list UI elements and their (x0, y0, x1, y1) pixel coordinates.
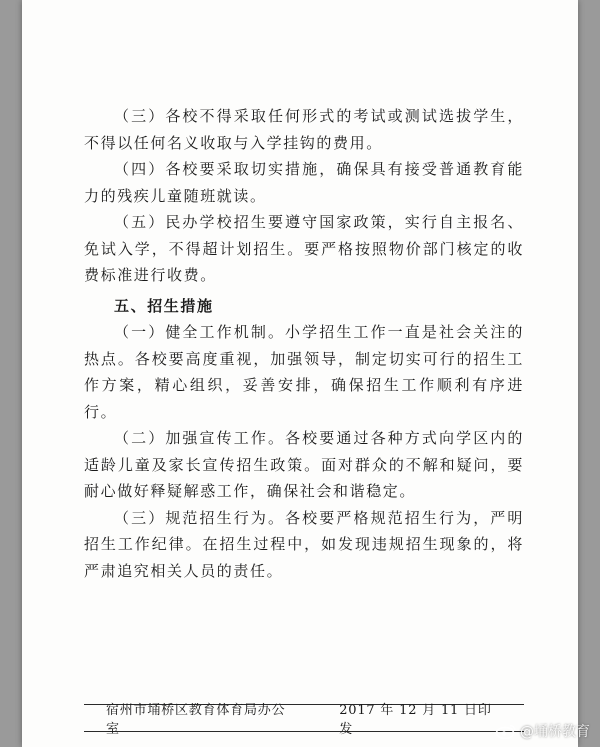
document-body (84, 103, 524, 584)
section-heading: 五、招生措施 (114, 296, 214, 315)
document-page (22, 0, 578, 747)
paragraph-measure-1: （一）健全工作机制。小学招生工作一直是社会关注的热点。各校要高度重视，加强领导，制定切实可行的招生工作方案，精心组织，妥善安排，确保招生工作顺利有序进行。 (84, 323, 524, 421)
document-footer (84, 703, 524, 737)
paragraph-measure-3: （三）规范招生行为。各校要严格规范招生行为，严明招生工作纪律。在招生过程中，如发现违规招生现象的，将严肃追究相关人员的责任。 (84, 508, 524, 580)
paragraph-policy-4: （四）各校要采取切实措施，确保具有接受普通教育能力的残疾儿童随班就读。 (84, 160, 524, 205)
watermark (495, 721, 590, 741)
paragraph-measure-2: （二）加强宣传工作。各校要通过各种方式向学区内的适龄儿童及家长宣传招生政策。面对群众的不解和疑问，要耐心做好释疑解惑工作，确保社会和谐稳定。 (84, 429, 524, 500)
paragraph-policy-5: （五）民办学校招生要遵守国家政策，实行自主报名、免试入学，不得超计划招生。要严格按照物价部门核定的收费标准进行收费。 (84, 213, 524, 284)
paragraph-policy-3: （三）各校不得采取任何形式的考试或测试选拔学生，不得以任何名义收取与入学挂钩的费用。 (84, 107, 524, 152)
watermark-text: @埇桥教育 (520, 724, 590, 740)
footer-issuer: 宿州市埇桥区教育体育局办公室 (106, 703, 286, 737)
footer-date: 2017 年 12 月 11 日印发 (339, 703, 492, 737)
weibo-logo-icon (495, 723, 517, 739)
